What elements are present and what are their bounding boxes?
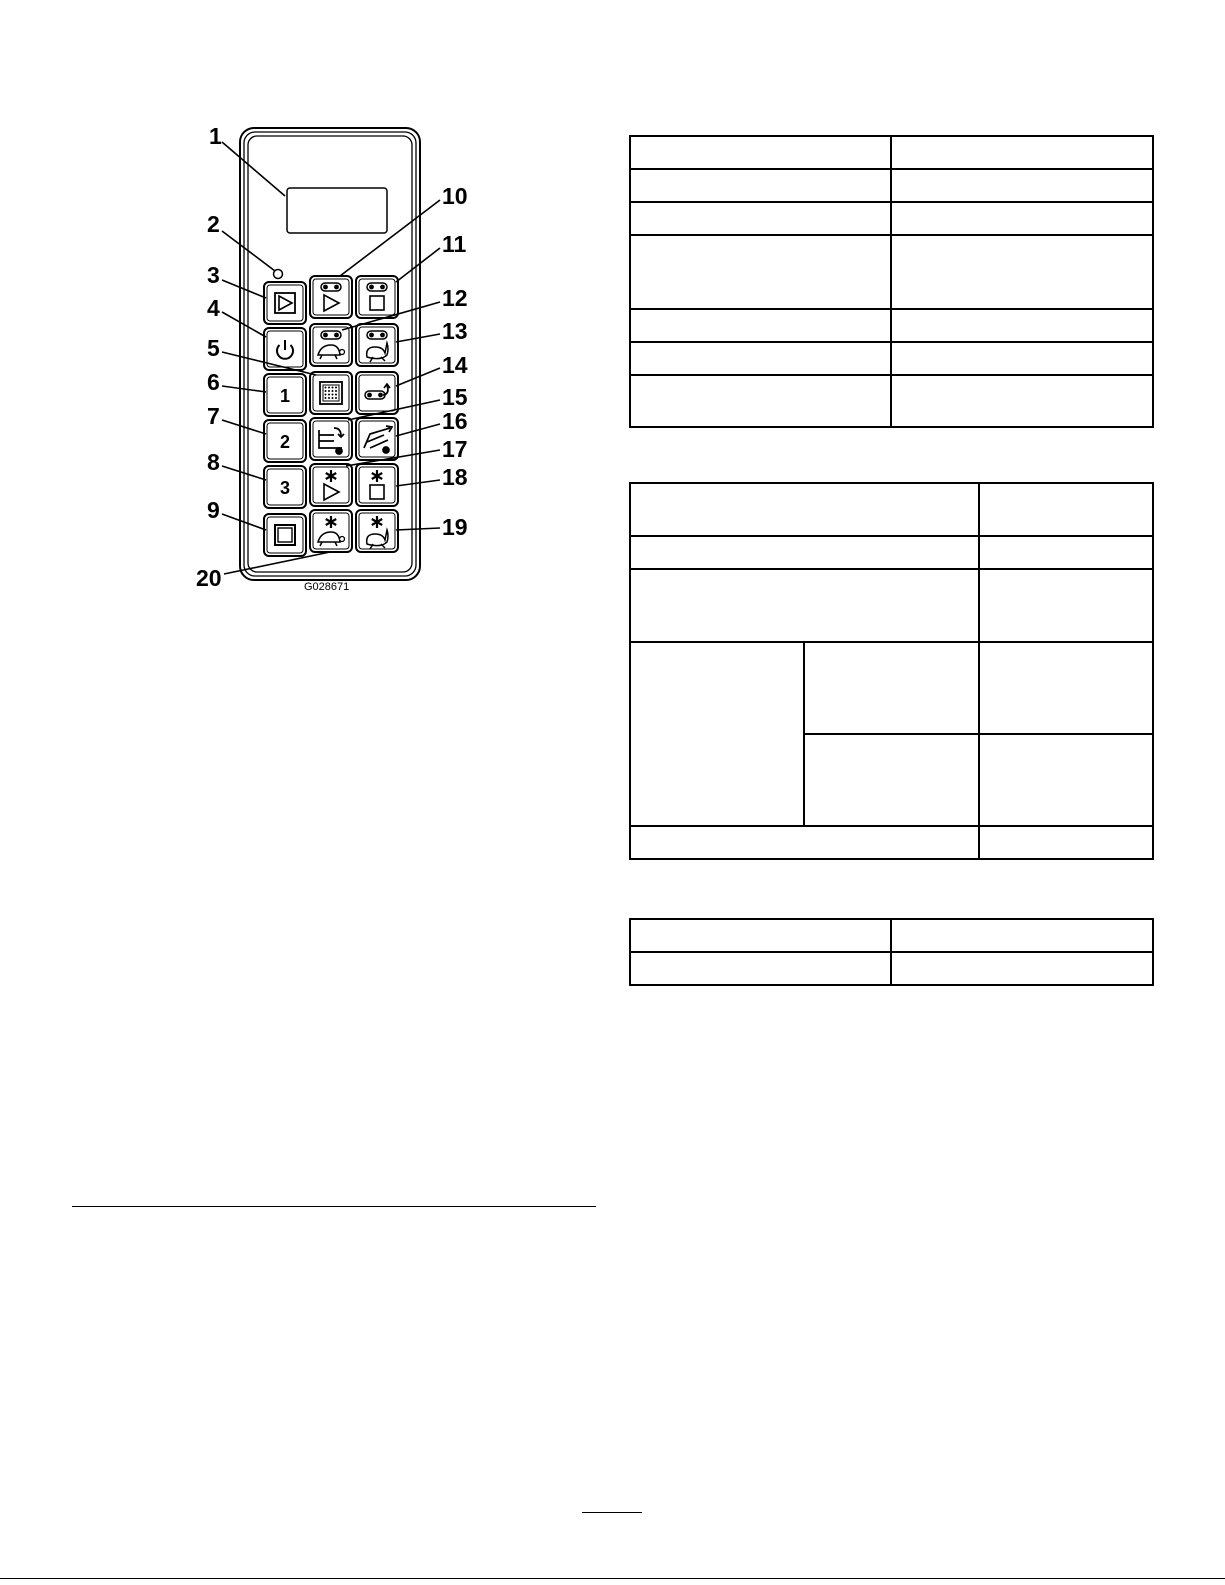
spinner-stop-icon: [370, 470, 384, 499]
display-window: [287, 188, 387, 233]
table-row: [630, 569, 1153, 642]
table-row: [630, 483, 1153, 536]
callout-18: 18: [442, 464, 468, 490]
graphic-code: G028671: [304, 581, 350, 593]
callout-7: 7: [207, 403, 220, 429]
table-row: [630, 136, 1153, 169]
callout-5: 5: [207, 335, 220, 361]
stop-icon: [275, 525, 295, 545]
hopper-raise-button[interactable]: [356, 418, 398, 460]
hopper-lower-button[interactable]: [310, 418, 352, 460]
stop-all-button[interactable]: [264, 514, 306, 556]
table-row: [630, 375, 1153, 427]
auto-start-button[interactable]: [264, 282, 306, 324]
table-1: [629, 135, 1154, 428]
callout-13: 13: [442, 318, 468, 344]
callout-8: 8: [207, 449, 220, 475]
table-row: [630, 169, 1153, 202]
table-row: [630, 309, 1153, 342]
conveyor-slow-button[interactable]: [310, 324, 352, 366]
callout-1: 1: [209, 123, 222, 149]
callout-2: 2: [207, 211, 220, 237]
callout-16: 16: [442, 408, 468, 434]
page-number-rule: [582, 1512, 642, 1513]
table-row: [630, 536, 1153, 569]
table-3: [629, 918, 1154, 986]
table-row: [630, 202, 1153, 235]
spinner-fast-button[interactable]: [356, 510, 398, 552]
preset-2-button[interactable]: [264, 420, 306, 462]
callout-3: 3: [207, 262, 220, 288]
conveyor-stop-button[interactable]: [356, 276, 398, 318]
callout-17: 17: [442, 436, 468, 462]
auto-start-icon: [275, 293, 295, 313]
keypad-icon: [320, 382, 342, 404]
table-row: [630, 235, 1153, 309]
section-divider: [72, 1206, 596, 1207]
conveyor-fast-button[interactable]: [356, 324, 398, 366]
spinner-start-button[interactable]: [310, 464, 352, 506]
preset-1-label: 1: [279, 386, 291, 406]
preset-1-button[interactable]: [264, 374, 306, 416]
preset-2-label: 2: [279, 432, 291, 452]
conveyor-stop-icon: [367, 283, 387, 310]
callout-6: 6: [207, 369, 220, 395]
callout-11: 11: [442, 231, 467, 257]
spinner-stop-button[interactable]: [356, 464, 398, 506]
preset-3-label: 3: [279, 478, 291, 498]
callout-12: 12: [442, 285, 468, 311]
callout-9: 9: [207, 497, 220, 523]
conveyor-start-button[interactable]: [310, 276, 352, 318]
callout-19: 19: [442, 514, 468, 540]
footer-rule: [0, 1578, 1225, 1579]
preset-3-button[interactable]: [264, 466, 306, 508]
spinner-slow-button[interactable]: [310, 510, 352, 552]
table-2: [629, 482, 1154, 860]
callout-15: 15: [442, 384, 468, 410]
callout-20: 20: [196, 565, 222, 591]
callout-4: 4: [207, 295, 220, 321]
table-row: [630, 919, 1153, 952]
keypad-button[interactable]: [310, 372, 352, 414]
callout-14: 14: [442, 352, 468, 378]
table-row: [630, 342, 1153, 375]
conveyor-reverse-button[interactable]: [356, 372, 398, 414]
table-row: [630, 952, 1153, 985]
table-row: [630, 826, 1153, 859]
table-row: [630, 642, 1153, 734]
callout-10: 10: [442, 183, 468, 209]
control-panel-figure: [0, 0, 600, 620]
